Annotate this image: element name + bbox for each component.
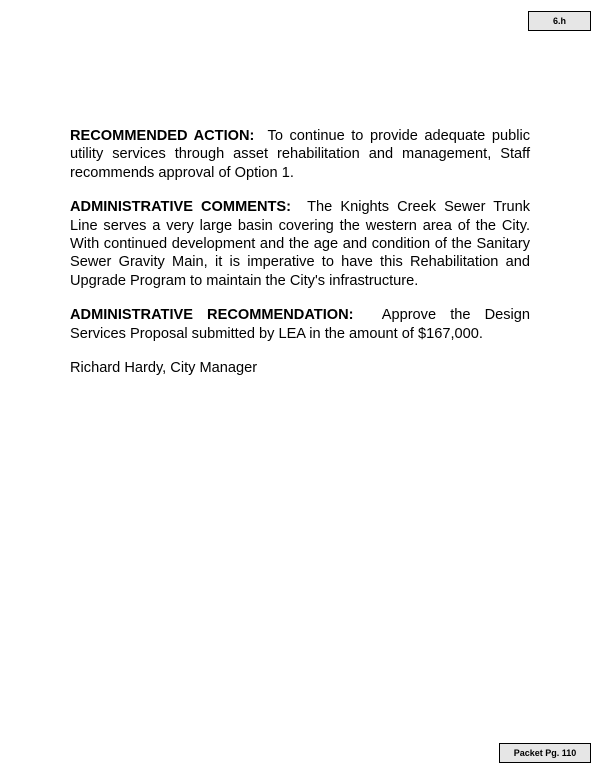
administrative-recommendation-label: ADMINISTRATIVE RECOMMENDATION: (70, 307, 354, 324)
packet-page-text: Packet Pg. 110 (513, 748, 577, 758)
administrative-recommendation-paragraph (70, 306, 530, 343)
item-number-text: 6.h (552, 16, 566, 26)
administrative-comments-paragraph (70, 198, 530, 290)
signature-line: Richard Hardy, City Manager (70, 360, 258, 377)
administrative-comments-label: ADMINISTRATIVE COMMENTS: (70, 199, 292, 216)
recommended-action-label: RECOMMENDED ACTION: (70, 128, 255, 144)
document-body (70, 127, 530, 393)
administrative-recommendation-text: Approve the Design Services Proposal submitted by LEA in the amount of $167,000. (70, 307, 531, 342)
recommended-action-text: To continue to provide adequate public utility services through asset rehabilitation and management, Staff recommends approval of Option 1. (70, 128, 530, 181)
administrative-comments-text: The Knights Creek Sewer Trunk Line serves a very large basin covering the western area of the City. With continued development and the age and condition of the Sanitary Sewer Gravity Main, it is imperative to have this Rehabilitation and Upgrade Program to maintain the City's infrastructure. (70, 199, 530, 289)
packet-page-tag (499, 743, 591, 763)
recommended-action-paragraph (70, 127, 530, 182)
item-number-tag (528, 11, 591, 31)
